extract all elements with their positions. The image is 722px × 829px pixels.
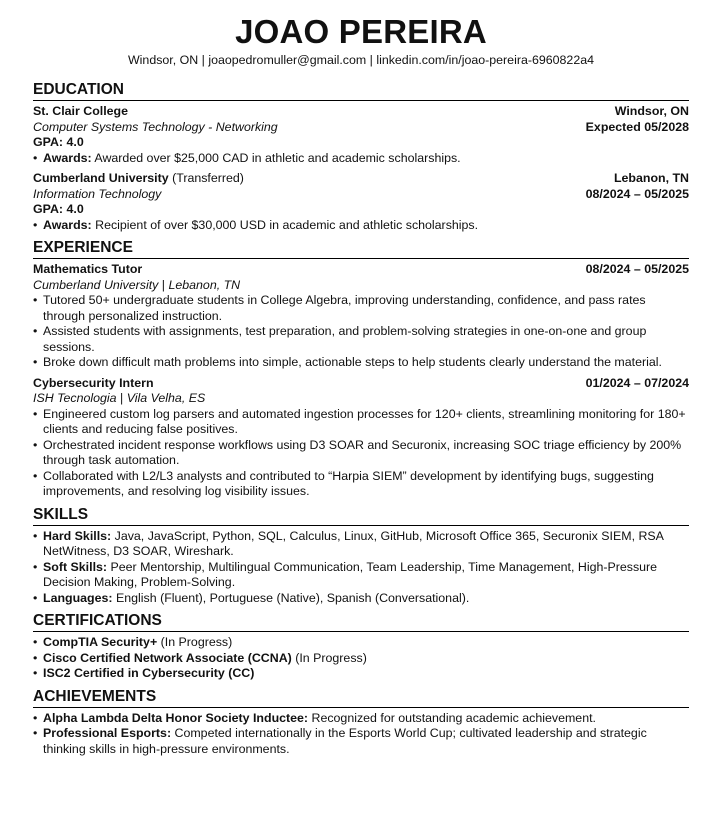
contact-linkedin[interactable]: linkedin.com/in/joao-pereira-6960822a4 <box>376 53 594 67</box>
achievement-label: Alpha Lambda Delta Honor Society Inductee: <box>43 710 309 725</box>
gpa: GPA: 4.0 <box>33 202 84 216</box>
awards-text: Recipient of over $30,000 USD in academic and athletic scholarships. <box>91 217 479 232</box>
certifications-heading: CERTIFICATIONS <box>33 612 689 632</box>
skill-item <box>33 529 689 560</box>
cert-label: ISC2 Certified in Cybersecurity (CC) <box>43 666 255 680</box>
skill-item <box>33 591 689 607</box>
job-bullet: • Collaborated with L2/L3 analysts and contributed to “Harpia SIEM” development by identifying bugs, suggesting improvements, and resolving log visibility issues. <box>33 469 689 500</box>
contact-location: Windsor, ON <box>127 53 199 67</box>
education-section <box>33 81 689 233</box>
job-title: Mathematics Tutor <box>33 262 143 276</box>
achievement-text: Recognized for outstanding academic achievement. <box>308 710 596 725</box>
job-org-line: ISH Tecnologia | Vila Velha, ES <box>33 391 206 405</box>
awards-item <box>33 218 689 234</box>
experience-heading: EXPERIENCE <box>33 239 689 259</box>
education-entry <box>33 171 689 233</box>
cert-item <box>33 666 689 682</box>
cert-label: Cisco Certified Network Associate (CCNA) <box>43 650 292 665</box>
cert-label: CompTIA Security+ <box>43 635 158 649</box>
skill-label: Soft Skills: <box>43 559 108 574</box>
education-heading: EDUCATION <box>33 81 689 101</box>
experience-entry <box>33 262 689 371</box>
skill-text: Java, JavaScript, Python, SQL, Calculus, Linux, GitHub, Microsoft Office 365, Securonix SIEM, RSA NetWitness, D3 SOAR, Wireshark. <box>43 528 664 558</box>
awards-item <box>33 151 689 167</box>
skill-label: Languages: <box>43 590 113 605</box>
cert-item <box>33 651 689 667</box>
school-location: Lebanon, TN <box>613 171 689 185</box>
skill-item <box>33 560 689 591</box>
program-name: Information Technology <box>33 186 162 201</box>
job-org: Cumberland University <box>33 277 159 292</box>
experience-entry <box>33 376 689 500</box>
cert-item <box>33 635 689 651</box>
job-title: Cybersecurity Intern <box>33 375 154 390</box>
job-bullet: • Assisted students with assignments, test preparation, and problem-solving strategies in one-on-one and group sessions. <box>33 324 689 355</box>
job-bullet: • Broke down difficult math problems into simple, actionable steps to help students clearly understand the material. <box>33 355 689 371</box>
skill-text: Peer Mentorship, Multilingual Communication, Team Leadership, Time Management, High-Pressure Decision Making, Problem-Solving. <box>43 559 658 589</box>
cert-status: (In Progress) <box>291 650 367 665</box>
gpa: GPA: 4.0 <box>33 135 84 149</box>
achievement-label: Professional Esports: <box>43 726 172 740</box>
school-name: St. Clair College <box>33 104 129 118</box>
experience-section <box>33 239 689 500</box>
education-date: 08/2024 – 05/2025 <box>585 186 689 201</box>
school-note: (Transferred) <box>168 171 244 185</box>
job-org: ISH Tecnologia <box>33 391 117 405</box>
job-place: Lebanon, TN <box>168 277 241 292</box>
job-bullet: • Orchestrated incident response workflows using D3 SOAR and Securonix, increasing SOC triage efficiency by 200% through task automation. <box>33 438 689 469</box>
skill-label: Hard Skills: <box>43 528 112 543</box>
contact-email[interactable]: joaopedromuller@gmail.com <box>208 53 367 67</box>
job-bullet: • Engineered custom log parsers and automated ingestion processes for 120+ clients, streamlining monitoring for 180+ clients and reducing false positives. <box>33 407 689 438</box>
awards-label: Awards: <box>43 217 92 232</box>
job-org-line: Cumberland University | Lebanon, TN <box>33 277 241 292</box>
awards-text: Awarded over $25,000 CAD in athletic and academic scholarships. <box>91 150 461 165</box>
contact-line: Windsor, ON | joaopedromuller@gmail.com | linkedin.com/in/joao-pereira-6960822a4 <box>127 53 594 67</box>
achievements-section <box>33 688 689 758</box>
achievement-item <box>33 711 689 727</box>
program-name: Computer Systems Technology - Networking <box>33 119 278 134</box>
job-date: 08/2024 – 05/2025 <box>585 262 689 276</box>
certifications-section <box>33 612 689 682</box>
education-date: Expected 05/2028 <box>585 119 689 134</box>
education-entry <box>33 104 689 166</box>
job-place: Vila Velha, ES <box>126 391 206 405</box>
skills-section <box>33 506 689 607</box>
school-name: Cumberland University <box>33 171 169 185</box>
achievements-heading: ACHIEVEMENTS <box>33 688 689 708</box>
awards-label: Awards: <box>43 150 92 165</box>
cert-status: (In Progress) <box>157 635 233 649</box>
skills-heading: SKILLS <box>33 506 689 526</box>
candidate-name: JOAO PEREIRA <box>235 13 487 50</box>
school-location: Windsor, ON <box>614 104 689 118</box>
skill-text: English (Fluent), Portuguese (Native), Spanish (Conversational). <box>112 590 470 605</box>
job-bullet: • Tutored 50+ undergraduate students in College Algebra, improving understanding, confidence, and pass rates through personalized instruction. <box>33 293 689 324</box>
achievement-text: Competed internationally in the Esports World Cup; cultivated leadership and strategic thinking skills in high-pressure environments. <box>43 726 647 756</box>
achievement-item <box>33 726 689 757</box>
job-date: 01/2024 – 07/2024 <box>585 375 689 390</box>
